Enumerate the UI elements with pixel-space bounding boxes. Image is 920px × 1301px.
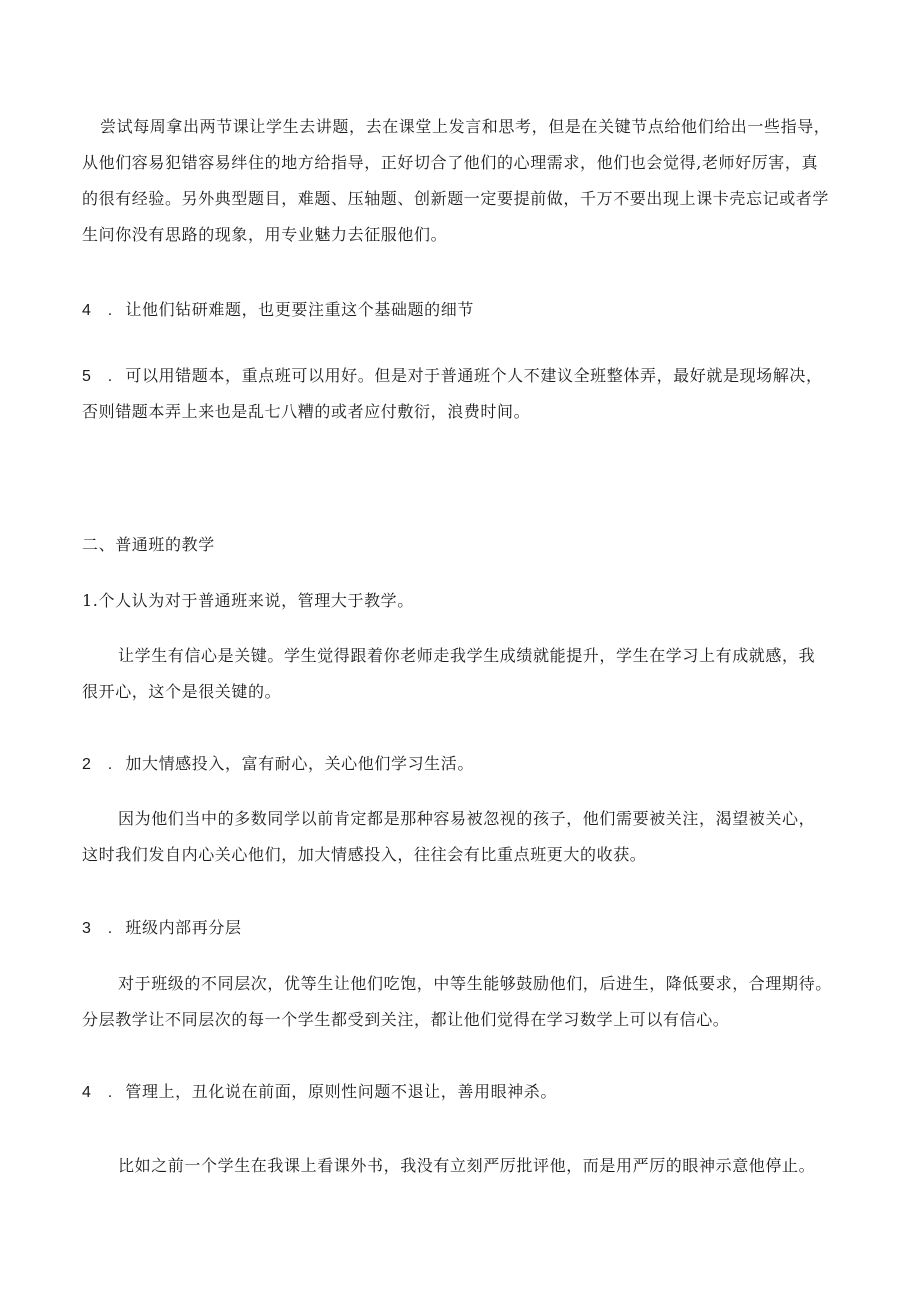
list-number: 3: [82, 920, 92, 937]
list-text: 可以用错题本，重点班可以用好。但是对于普通班个人不建议全班整体弄，最好就是现场解决，: [125, 366, 823, 385]
list-text: 管理上，丑化说在前面，原则性问题不退让，善用眼神杀。: [125, 1082, 557, 1101]
list-dot: .: [107, 368, 113, 385]
list-dot: .: [107, 1084, 113, 1101]
list-item-4: [82, 299, 474, 322]
list-number: 4: [82, 302, 92, 319]
list-text: 让他们钻研难题，也更要注重这个基础题的细节: [125, 300, 474, 319]
paragraph-line: 很开心，这个是很关键的。: [82, 682, 282, 701]
list-number: 2: [82, 756, 92, 773]
paragraph-line: 尝试每周拿出两节课让学生去讲题，去在课堂上发言和思考，但是在关键节点给他们给出一些指导，: [100, 117, 831, 136]
list-text: 加大情感投入，富有耐心，关心他们学习生活。: [125, 754, 474, 773]
list-text: 班级内部再分层: [125, 918, 242, 937]
paragraph-line: 分层教学让不同层次的每一个学生都受到关注，都让他们觉得在学习数学上可以有信心。: [82, 1010, 730, 1029]
paragraph-line: 因为他们当中的多数同学以前肯定都是那种容易被忽视的孩子，他们需要被关注，渴望被关心，: [118, 809, 816, 828]
list-item-1: 1.个人认为对于普通班来说，管理大于教学。: [82, 591, 414, 610]
list-dot: .: [107, 920, 113, 937]
list-dot: .: [107, 756, 113, 773]
list-item-4b: [82, 1081, 557, 1104]
section-heading: 二、普通班的教学: [82, 535, 215, 554]
paragraph-line: 让学生有信心是关键。学生觉得跟着你老师走我学生成绩就能提升，学生在学习上有成就感，我: [118, 646, 816, 665]
list-number: 4: [82, 1084, 92, 1101]
paragraph-line: 否则错题本弄上来也是乱七八糟的或者应付敷衍，浪费时间。: [82, 402, 531, 421]
paragraph-line: 生问你没有思路的现象，用专业魅力去征服他们。: [82, 225, 448, 244]
list-item-2: [82, 753, 474, 776]
paragraph-line: 这时我们发自内心关心他们，加大情感投入，往往会有比重点班更大的收获。: [82, 845, 647, 864]
paragraph-line: 对于班级的不同层次，优等生让他们吃饱，中等生能够鼓励他们，后进生，降低要求，合理期待。: [118, 974, 832, 993]
paragraph-line: 比如之前一个学生在我课上看课外书，我没有立刻严厉批评他，而是用严厉的眼神示意他停止。: [118, 1156, 816, 1175]
paragraph-line: 从他们容易犯错容易绊住的地方给指导，正好切合了他们的心理需求，他们也会觉得,老师好厉害，真: [82, 153, 819, 172]
list-item-5: [82, 365, 823, 388]
paragraph-line: 的很有经验。另外典型题目，难题、压轴题、创新题一定要提前做，千万不要出现上课卡壳忘记或者学: [82, 189, 830, 208]
list-item-3: [82, 917, 242, 940]
list-dot: .: [107, 302, 113, 319]
list-number: 5: [82, 368, 92, 385]
